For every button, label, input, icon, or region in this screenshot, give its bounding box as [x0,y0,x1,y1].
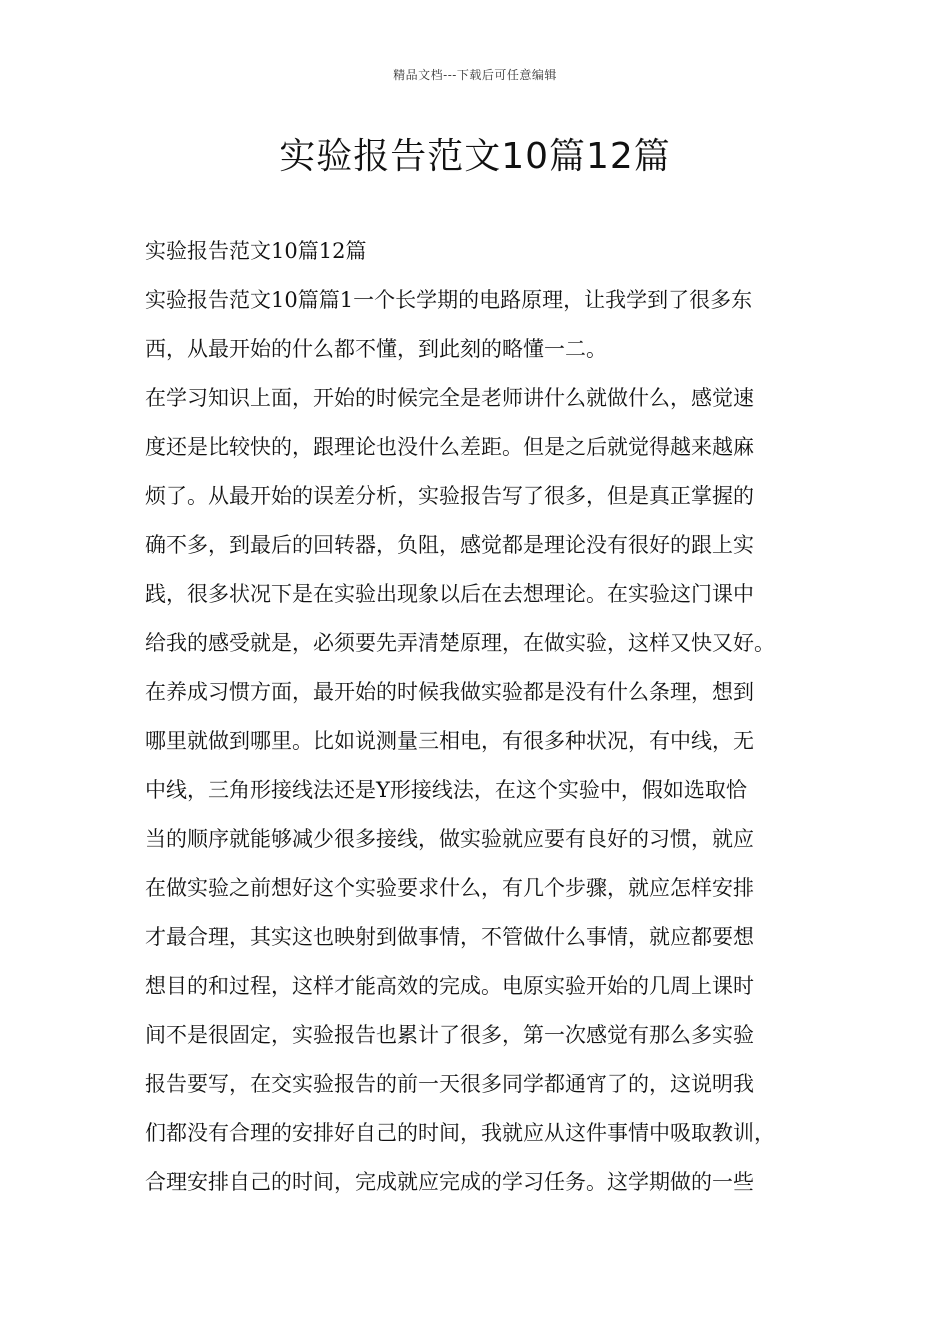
body-line: 中线，三角形接线法还是Y形接线法，在这个实验中，假如选取恰 [145,778,747,802]
body-line: 在养成习惯方面，最开始的时候我做实验都是没有什么条理，想到 [145,680,754,704]
body-line: 在学习知识上面，开始的时候完全是老师讲什么就做什么，感觉速 [145,386,754,410]
body-line: 合理安排自己的时间，完成就应完成的学习任务。这学期做的一些 [145,1170,754,1194]
page-title: 实验报告范文10篇12篇 [279,136,671,177]
body-subtitle: 实验报告范文10篇12篇 [145,239,367,263]
body-line: 报告要写，在交实验报告的前一天很多同学都通宵了的，这说明我 [145,1072,754,1096]
body-line: 烦了。从最开始的误差分析，实验报告写了很多，但是真正掌握的 [145,484,754,508]
body-line: 想目的和过程，这样才能高效的完成。电原实验开始的几周上课时 [145,974,754,998]
body-line: 给我的感受就是，必须要先弄清楚原理，在做实验，这样又快又好。 [145,631,775,655]
body-line: 度还是比较快的，跟理论也没什么差距。但是之后就觉得越来越麻 [145,435,754,459]
header-note: 精品文档---下载后可任意编辑 [393,68,557,82]
body-line: 当的顺序就能够减少很多接线，做实验就应要有良好的习惯，就应 [145,827,754,851]
body-line: 实验报告范文10篇篇1一个长学期的电路原理，让我学到了很多东 [145,288,753,312]
body-line: 在做实验之前想好这个实验要求什么，有几个步骤，就应怎样安排 [145,876,754,900]
body-line: 才最合理，其实这也映射到做事情，不管做什么事情，就应都要想 [145,925,754,949]
body-line: 们都没有合理的安排好自己的时间，我就应从这件事情中吸取教训， [145,1121,775,1145]
body-line: 践，很多状况下是在实验出现象以后在去想理论。在实验这门课中 [145,582,754,606]
body-line: 间不是很固定，实验报告也累计了很多，第一次感觉有那么多实验 [145,1023,754,1047]
body-line: 西，从最开始的什么都不懂，到此刻的略懂一二。 [145,337,607,361]
body-line: 确不多，到最后的回转器，负阻，感觉都是理论没有很好的跟上实 [145,533,754,557]
document-body [145,234,825,1214]
body-line: 哪里就做到哪里。比如说测量三相电，有很多种状况，有中线，无 [145,729,754,753]
